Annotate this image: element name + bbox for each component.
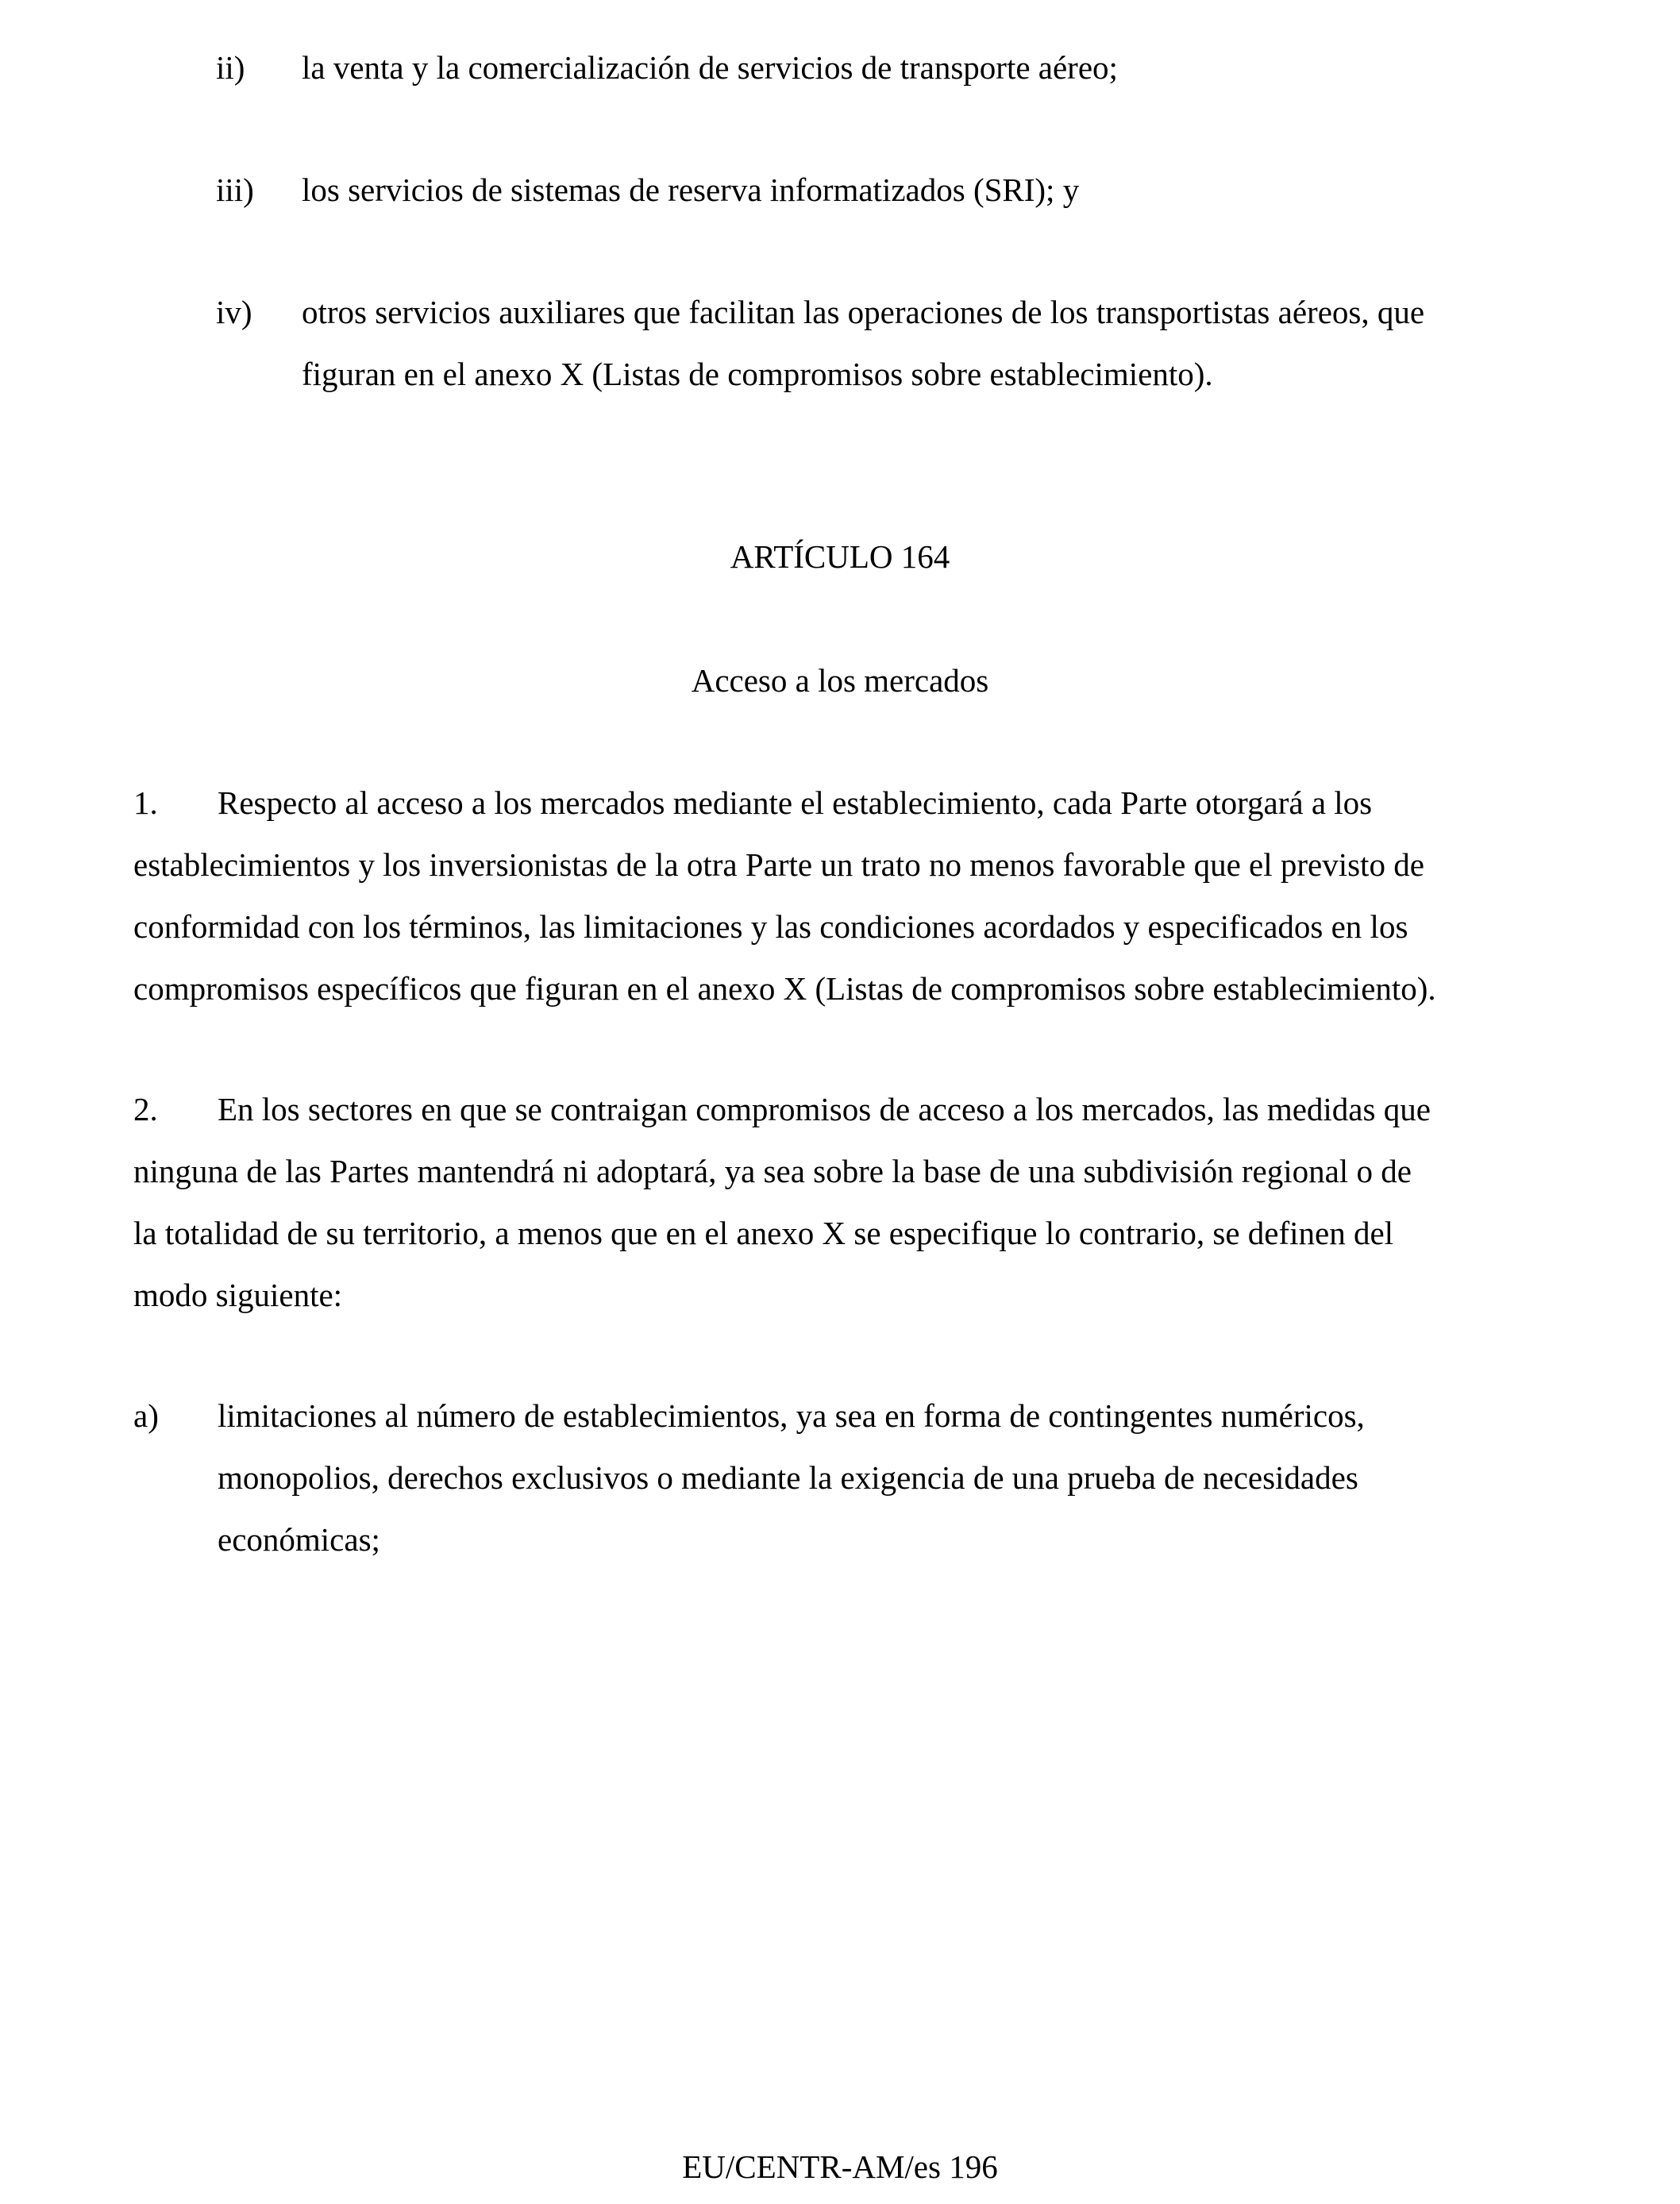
list-item-ii-line-1: la venta y la comercialización de servicios de transporte aéreo; [302,49,1118,86]
list-marker-iii: iii) [216,171,254,208]
list-item-a [218,1385,1365,1570]
list-marker-iv: iv) [216,294,252,330]
paragraph-number-2: 2. [133,1091,158,1127]
paragraph-2-line-3: la totalidad de su territorio, a menos que en el anexo X se especifique lo contrario, se definen del [133,1215,1394,1251]
paragraph-2-line-4: modo siguiente: [133,1277,343,1313]
paragraph-2-line-2: ninguna de las Partes mantendrá ni adoptará, ya sea sobre la base de una subdivisión regional o de [133,1153,1412,1189]
page-footer: EU/CENTR-AM/es 196 [682,2148,998,2185]
list-item-ii [302,37,1118,98]
paragraph-1 [133,772,1436,1019]
list-item-iv-line-2: figuran en el anexo X (Listas de compromisos sobre establecimiento). [302,356,1213,392]
list-item-iv [302,281,1424,405]
paragraph-1-line-1: Respecto al acceso a los mercados mediante el establecimiento, cada Parte otorgará a los [218,784,1373,821]
list-item-iii [302,159,1079,221]
list-item-iv-line-1: otros servicios auxiliares que facilitan las operaciones de los transportistas aéreos, que [302,294,1425,330]
paragraph-2-line-1: En los sectores en que se contraigan compromisos de acceso a los mercados, las medidas que [218,1091,1431,1127]
article-title: Acceso a los mercados [691,662,989,699]
paragraph-number-1: 1. [133,784,158,821]
paragraph-1-line-4: compromisos específicos que figuran en el anexo X (Listas de compromisos sobre establecimiento). [133,970,1436,1007]
paragraph-1-line-3: conformidad con los términos, las limitaciones y las condiciones acordados y especificados en los [133,908,1408,945]
list-item-iii-line-1: los servicios de sistemas de reserva informatizados (SRI); y [302,171,1080,208]
list-marker-ii: ii) [216,49,245,86]
list-marker-a: a) [133,1397,159,1434]
list-item-a-line-3: económicas; [218,1521,380,1558]
paragraph-2 [133,1078,1431,1326]
list-item-a-line-1: limitaciones al número de establecimientos, ya sea en forma de contingentes numéricos, [218,1397,1365,1434]
article-heading: ARTÍCULO 164 [730,538,950,575]
paragraph-1-line-2: establecimientos y los inversionistas de la otra Parte un trato no menos favorable que el previsto de [133,846,1424,883]
list-item-a-line-2: monopolios, derechos exclusivos o mediante la exigencia de una prueba de necesidades [218,1459,1358,1496]
